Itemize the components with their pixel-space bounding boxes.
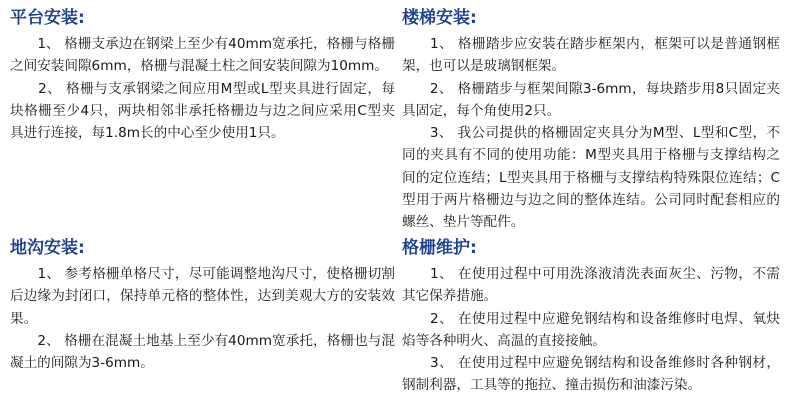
trench-installation-section (10, 238, 395, 374)
trench-installation-title: 地沟安装: (10, 238, 85, 258)
trench-paragraph-2: 2、 格栅在混凝土地基上至少有40mm宽承托，格栅也与混凝土的间隙为3-6mm。 (10, 332, 395, 372)
maintenance-paragraph-2: 2、 在使用过程中应避免钢结构和设备维修时电焊、氧炔焰等各种明火、高温的直接接触。 (402, 310, 780, 349)
stairs-paragraph-2: 2、 格栅踏步与框架间隙3-6mm，每块踏步用8只固定夹具固定，每个角使用2只。 (402, 80, 780, 119)
platform-paragraph-2: 2、 格栅与支承钢梁之间应用M型或L型夹具进行固定，每块格栅至少4只，两块相邻非承托格栅边与边之间应采用C型夹具进行连接，每1.8m长的中心至少使用1只。 (10, 80, 395, 142)
grating-maintenance-title: 格栅维护: (402, 238, 477, 258)
stairs-paragraph-1: 1、 格栅踏步应安装在踏步框架内，框架可以是普通钢框架，也可以是玻璃钢框架。 (402, 36, 780, 75)
stairs-paragraph-3: 3、 我公司提供的格栅固定夹具分为M型、L型和C型，不同的夹具有不同的使用功能：M型夹具用于格栅与支撑结构之间的定位连结；L型夹具用于格栅与支撑结构特殊限位连结；C型用于两片格栅边与边之间的整体连结。公司同时配套相应的螺丝、垫片等配件。 (402, 125, 780, 231)
maintenance-paragraph-3: 3、 在使用过程中应避免钢结构和设备维修时各种钢材，钢制利器，工具等的拖拉、撞击损伤和油漆污染。 (402, 355, 780, 394)
platform-installation-title: 平台安装: (10, 8, 85, 28)
trench-paragraph-1: 1、 参考格栅单格尺寸，尽可能调整地沟尺寸，使格栅切割后边缘为封闭口，保持单元格的整体性，达到美观大方的安装效果。 (10, 266, 395, 327)
stairs-installation-section (402, 8, 780, 234)
platform-installation-section (10, 8, 395, 144)
grating-maintenance-section (402, 238, 780, 397)
platform-paragraph-1: 1、 格栅支承边在钢梁上至少有40mm宽承托，格栅与格栅之间安装间隙6mm，格栅与混凝土柱之间安装间隙为10mm。 (10, 36, 395, 75)
stairs-installation-title: 楼梯安装: (402, 8, 477, 28)
maintenance-paragraph-1: 1、 在使用过程中可用洗涤液清洗表面灰尘、污物，不需其它保养措施。 (402, 266, 780, 305)
